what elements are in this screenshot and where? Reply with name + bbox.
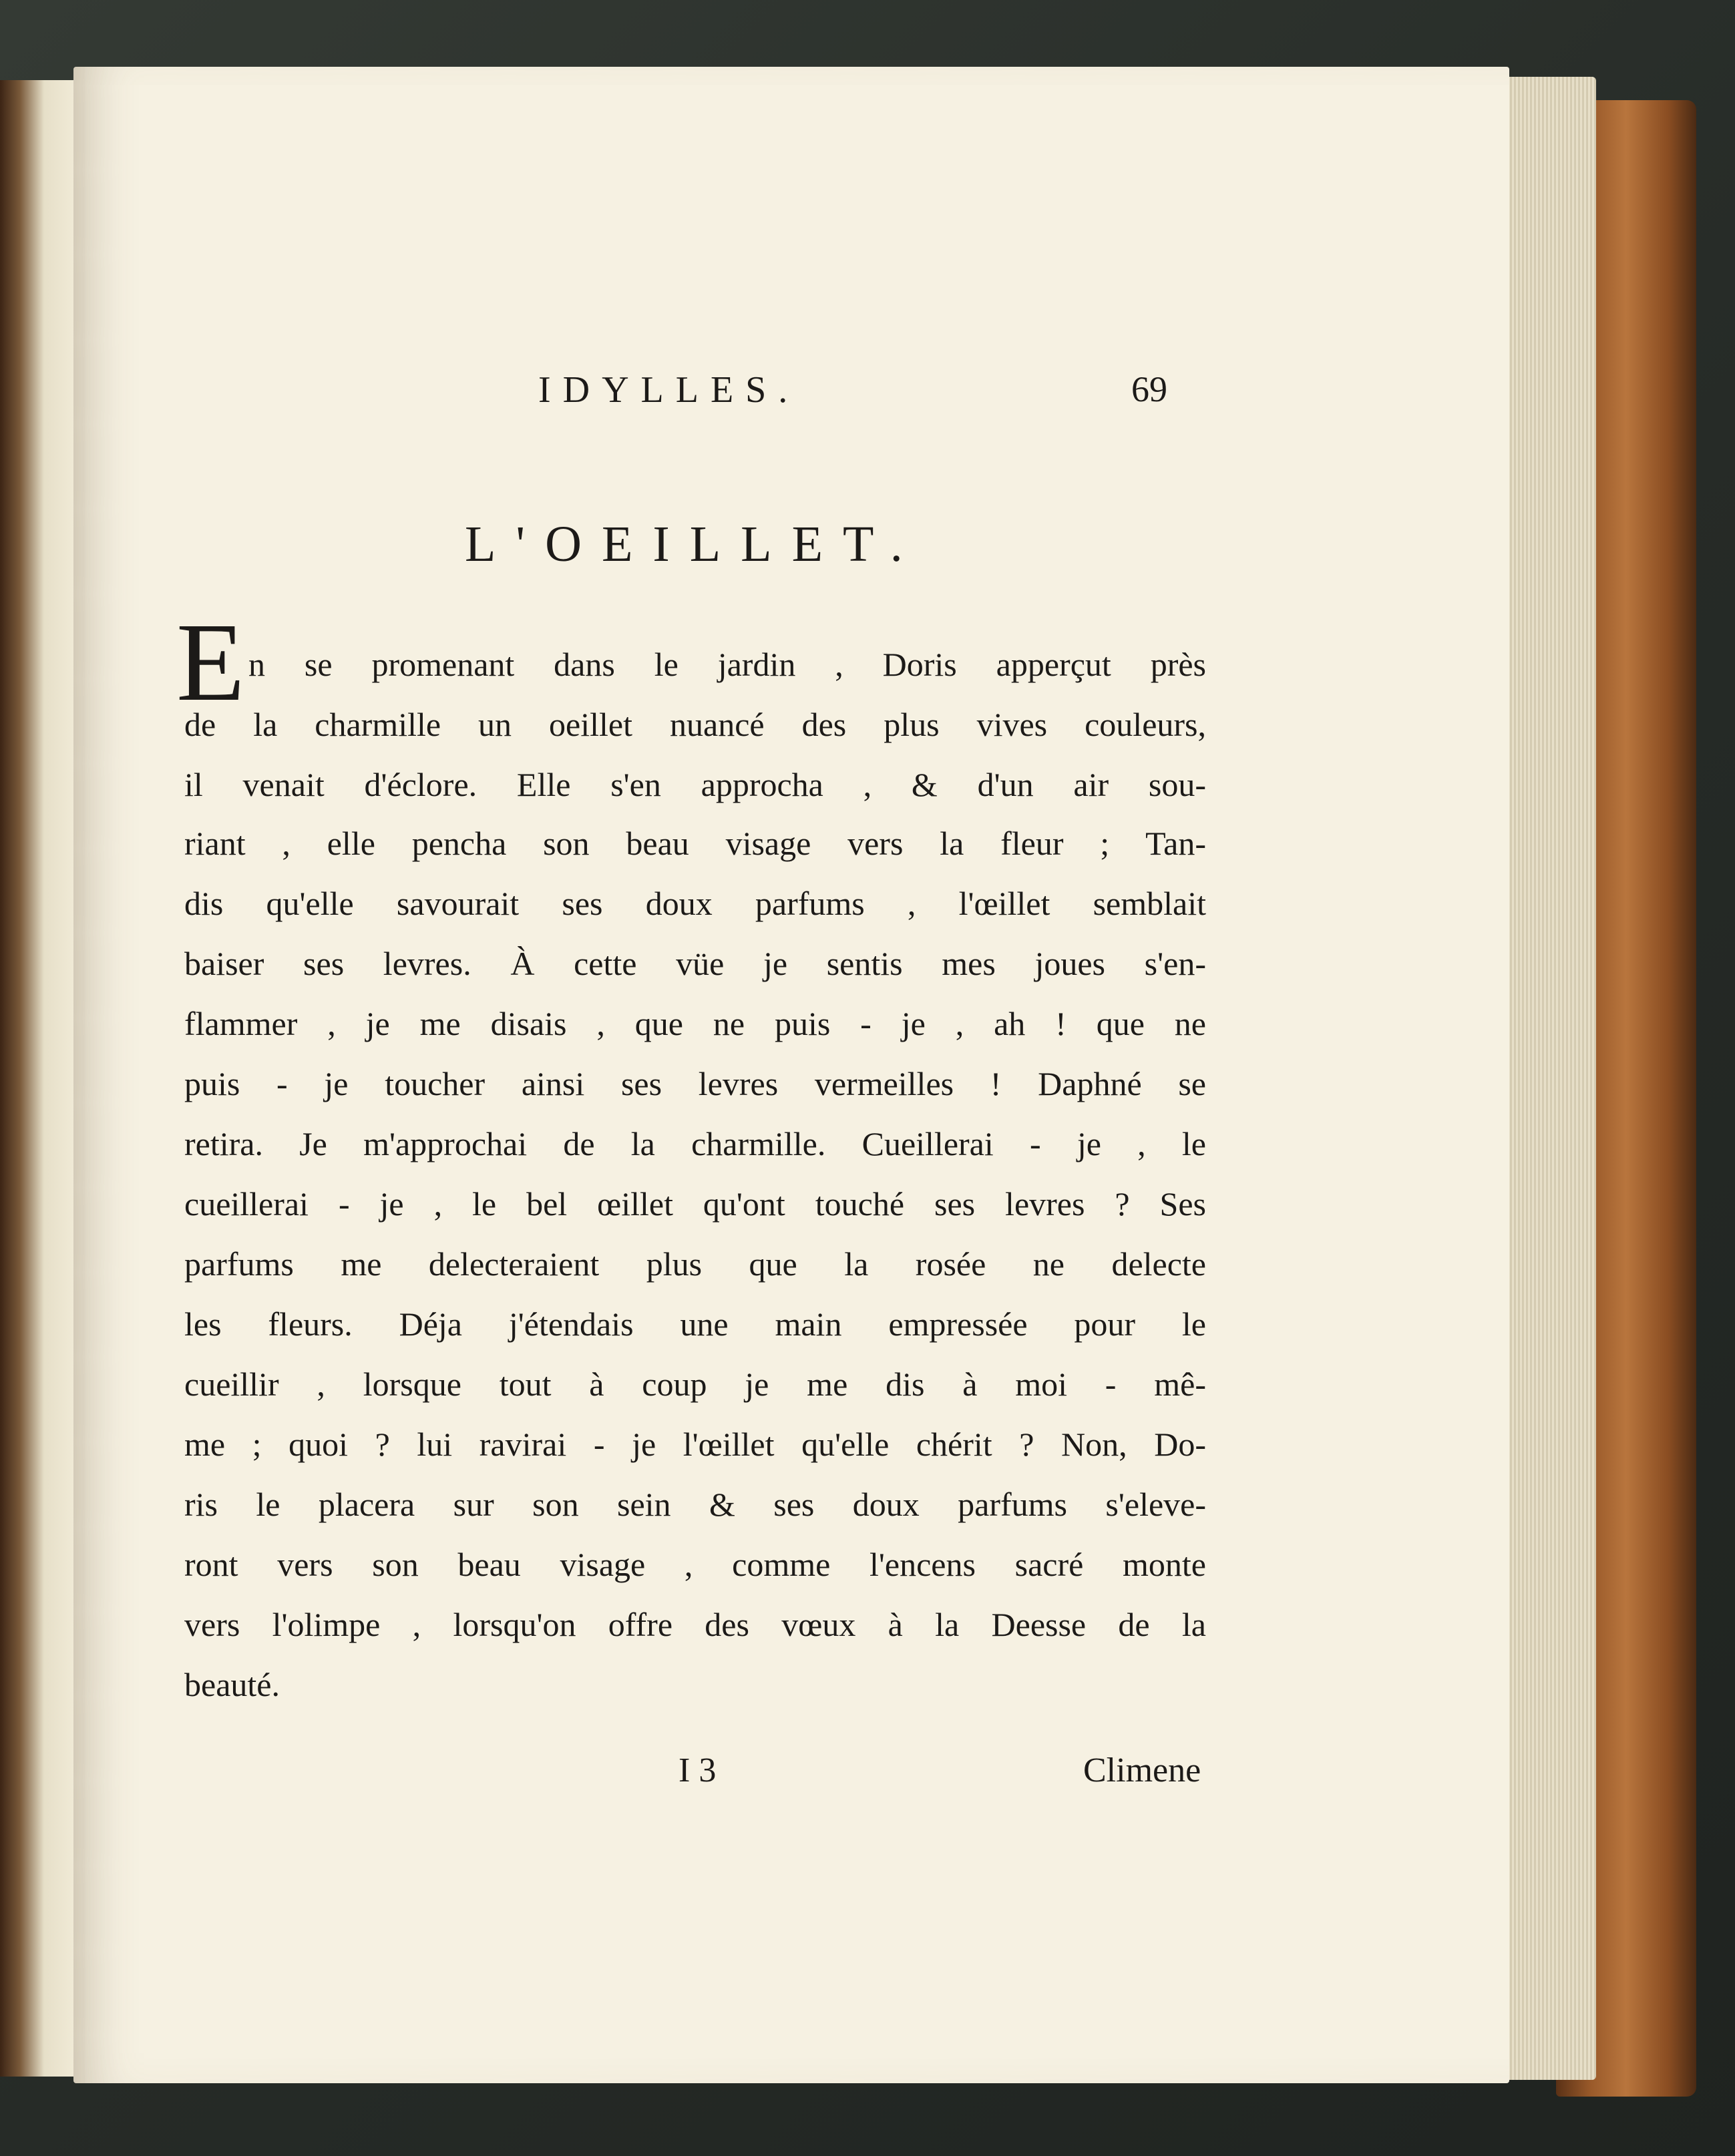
text-line: puis - je toucher ainsi ses levres vermeilles ! Daphné se	[184, 1065, 1206, 1102]
drop-cap: E	[176, 600, 245, 724]
text-line: de la charmille un oeillet nuancé des plus vives couleurs,	[184, 706, 1206, 743]
text-line: parfums me delecteraient plus que la rosée ne delecte	[184, 1245, 1206, 1283]
signature-mark: I 3	[679, 1751, 717, 1789]
running-title: IDYLLES.	[538, 369, 800, 411]
text-line: baiser ses levres. À cette vüe je sentis mes joues s'en-	[184, 945, 1206, 982]
text-line: vers l'olimpe , lorsqu'on offre des vœux à la Deesse de la	[184, 1606, 1206, 1643]
text-line: retira. Je m'approchai de la charmille. Cueillerai - je , le	[184, 1125, 1206, 1162]
text-line: cueillir , lorsque tout à coup je me dis à moi - mê-	[184, 1365, 1206, 1403]
text-line: n se promenant dans le jardin , Doris apperçut près	[248, 646, 1206, 683]
text-line: les fleurs. Déja j'étendais une main empressée pour le	[184, 1305, 1206, 1343]
left-page-edge	[0, 80, 80, 2077]
text-line: ris le placera sur son sein & ses doux parfums s'eleve-	[184, 1486, 1206, 1523]
catchword: Climene	[1083, 1751, 1201, 1789]
page-edges	[1496, 77, 1596, 2080]
text-line: ront vers son beau visage , comme l'encens sacré monte	[184, 1546, 1206, 1583]
page-number: 69	[1131, 369, 1167, 409]
text-line: il venait d'éclore. Elle s'en approcha , & d'un air sou-	[184, 766, 1206, 803]
text-line: dis qu'elle savourait ses doux parfums , l'œillet semblait	[184, 885, 1206, 922]
text-line: flammer , je me disais , que ne puis - je , ah ! que ne	[184, 1005, 1206, 1042]
text-line: me ; quoi ? lui ravirai - je l'œillet qu'elle chérit ? Non, Do-	[184, 1426, 1206, 1463]
text-line: beauté.	[184, 1666, 280, 1703]
text-line: riant , elle pencha son beau visage vers la fleur ; Tan-	[184, 825, 1206, 862]
text-line: cueillerai - je , le bel œillet qu'ont touché ses levres ? Ses	[184, 1185, 1206, 1223]
page-title: L'OEILLET.	[465, 516, 923, 572]
